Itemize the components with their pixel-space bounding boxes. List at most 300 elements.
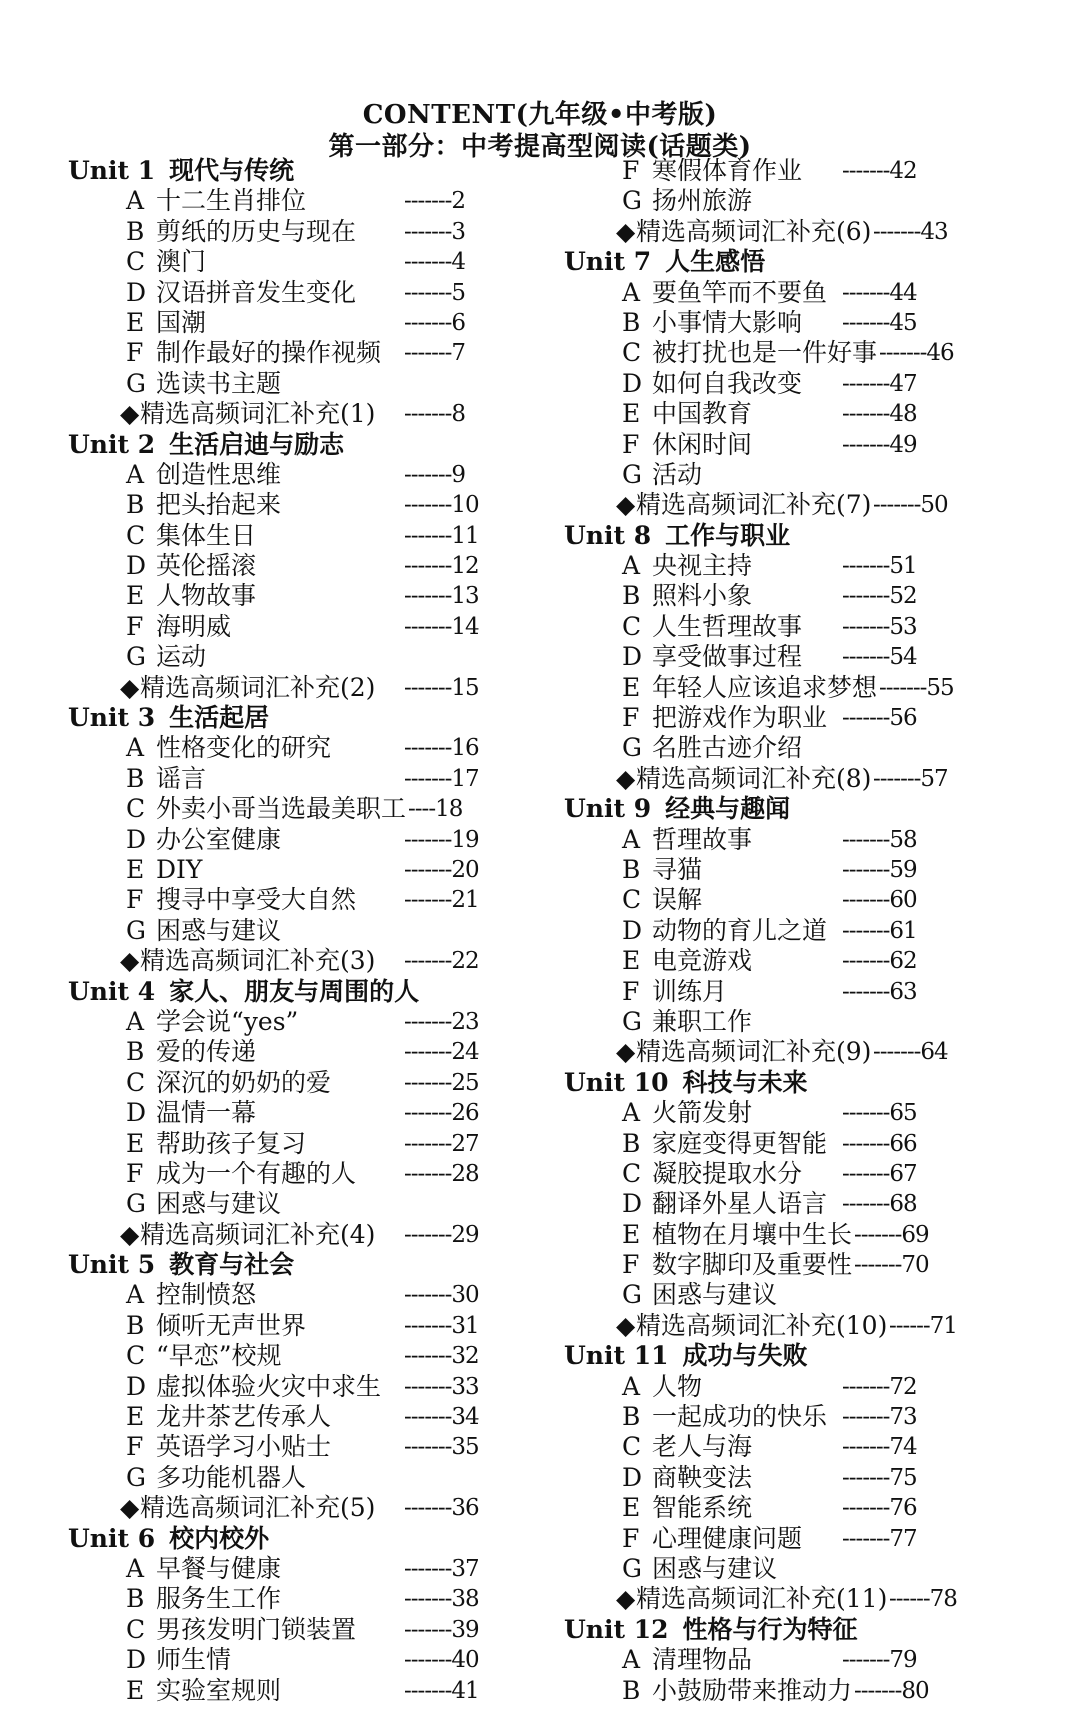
entry-page-number: -------44 [842,279,917,306]
entry-letter: G [126,642,146,672]
entry-title: 集体生日 [156,520,257,550]
toc-entry[interactable] [564,916,994,946]
entry-page-number: -------38 [404,1586,479,1613]
entry-title: 数字脚印及重要性 [652,1250,853,1280]
entry-page-number: -------68 [842,1191,917,1218]
vocab-entry[interactable] [68,399,508,429]
entry-page-number: -------62 [842,948,917,975]
diamond-bullet-icon: ◆ [616,763,636,793]
entry-page-number: -------45 [842,309,917,336]
entry-title: 谣言 [156,763,207,793]
entry-title: 小事情大影响 [652,307,803,337]
entry-page-number: -------4 [404,249,466,276]
vocab-entry[interactable] [564,764,994,794]
unit-label: Unit 12 [564,1614,669,1644]
entry-title: 智能系统 [652,1493,753,1523]
entry-letter: F [622,156,640,185]
toc-entry[interactable] [68,308,508,338]
entry-title: 多功能机器人 [156,1462,307,1492]
toc-entry[interactable] [68,1098,508,1128]
toc-entry[interactable] [68,1280,508,1310]
diamond-bullet-icon: ◆ [120,946,140,976]
entry-page-number: -------28 [404,1160,479,1187]
entry-title: 深沉的奶奶的爱 [156,1067,332,1097]
toc-entry[interactable] [564,338,994,368]
toc-entry[interactable] [564,885,994,915]
entry-letter: B [622,1675,641,1705]
entry-letter: A [126,186,145,216]
entry-letter: E [126,581,145,611]
entry-title: 商鞅变法 [652,1462,753,1492]
entry-title: 服务生工作 [156,1584,282,1614]
diamond-bullet-icon: ◆ [616,490,636,520]
entry-title: 清理物品 [652,1645,753,1675]
unit-title: 家人、朋友与周围的人 [169,976,420,1006]
entry-letter: C [126,1341,146,1371]
unit-heading [68,977,508,1007]
toc-entry[interactable] [68,369,508,399]
toc-entry[interactable] [68,642,508,672]
toc-entry[interactable] [564,612,994,642]
toc-entry[interactable] [564,1280,994,1310]
entry-page-number: -------73 [842,1404,917,1431]
entry-letter: D [126,1371,147,1401]
toc-entry[interactable] [564,1372,994,1402]
toc-entry[interactable] [564,733,994,763]
entry-title: 扬州旅游 [652,186,753,216]
entry-letter: E [126,1128,145,1158]
entry-title: 凝胶提取水分 [652,1158,803,1188]
entry-page-number: -------23 [404,1008,479,1035]
entry-page-number: ------71 [889,1312,957,1339]
entry-letter: B [622,307,641,337]
entry-letter: E [622,399,641,429]
entry-letter: G [126,368,146,398]
unit-title: 科技与未来 [682,1067,808,1097]
toc-entry[interactable] [564,308,994,338]
entry-page-number: -------39 [404,1616,479,1643]
entry-page-number: -------74 [842,1434,917,1461]
entry-letter: B [126,1310,145,1340]
entry-letter: A [622,1645,641,1675]
entry-title: 家庭变得更智能 [652,1128,828,1158]
entry-title: 哲理故事 [652,824,753,854]
toc-entry[interactable] [564,1220,994,1250]
entry-page-number: -------2 [404,188,466,215]
entry-page-number: -------59 [842,856,917,883]
toc-entry[interactable] [68,855,508,885]
toc-entry[interactable] [564,430,994,460]
toc-entry[interactable] [68,1645,508,1675]
entry-letter: A [622,277,641,307]
entry-letter: G [126,1189,146,1219]
entry-title: 小鼓励带来推动力 [652,1675,853,1705]
entry-page-number: -------17 [404,765,479,792]
entry-page-number: -------64 [873,1039,948,1066]
entry-letter: E [126,1402,145,1432]
entry-letter: A [126,1006,145,1036]
entry-letter: F [126,1158,144,1188]
toc-entry[interactable] [68,217,508,247]
right-column [564,156,994,1706]
entry-page-number: -------47 [842,370,917,397]
toc-entry[interactable] [68,1615,508,1645]
entry-title: 活动 [652,459,703,489]
toc-entry[interactable] [564,673,994,703]
toc-entry[interactable] [564,1493,994,1523]
entry-page-number: -------27 [404,1130,479,1157]
toc-entry[interactable] [564,1129,994,1159]
entry-letter: C [126,520,146,550]
entry-letter: C [126,1614,146,1644]
entry-letter: F [622,1250,640,1280]
entry-title: 实验室规则 [156,1675,282,1705]
entry-letter: D [126,1645,147,1675]
entry-page-number: -------54 [842,644,917,671]
toc-entry[interactable] [68,1007,508,1037]
entry-letter: D [126,1098,147,1128]
toc-entry[interactable] [68,794,508,824]
vocab-entry[interactable] [564,1584,994,1614]
entry-title: 精选高频词汇补充(10) [636,1310,888,1340]
entry-page-number: -------57 [873,765,948,792]
entry-page-number: -------29 [404,1221,479,1248]
entry-page-number: ----18 [408,796,463,823]
entry-title: 植物在月壤中生长 [652,1219,853,1249]
entry-page-number: -------25 [404,1069,479,1096]
entry-letter: G [622,733,642,763]
entry-title: 精选高频词汇补充(6) [636,216,872,246]
entry-title: 享受做事过程 [652,642,803,672]
toc-entry[interactable] [564,186,994,216]
toc-entry[interactable] [564,551,994,581]
toc-entry[interactable] [68,1341,508,1371]
toc-entry[interactable] [564,1554,994,1584]
entry-page-number: -------66 [842,1130,917,1157]
page-title: CONTENT(九年级•中考版) [362,100,718,130]
entry-title: 早餐与健康 [156,1553,282,1583]
entry-letter: B [622,1402,641,1432]
toc-entry[interactable] [564,156,994,186]
toc-entry[interactable] [564,1645,994,1675]
entry-title: 火箭发射 [652,1098,753,1128]
unit-title: 校内校外 [169,1523,270,1553]
entry-page-number: -------63 [842,978,917,1005]
toc-entry[interactable] [564,1250,994,1280]
vocab-entry[interactable] [564,1311,994,1341]
unit-title: 性格与行为特征 [682,1614,858,1644]
vocab-entry[interactable] [564,217,994,247]
entry-title: 师生情 [156,1645,232,1675]
toc-entry[interactable] [564,1159,994,1189]
toc-entry[interactable] [68,733,508,763]
entry-page-number: -------60 [842,887,917,914]
unit-label: Unit 1 [68,156,156,185]
entry-page-number: -------37 [404,1555,479,1582]
entry-page-number: -------20 [404,856,479,883]
vocab-entry[interactable] [68,946,508,976]
entry-title: 把游戏作为职业 [652,703,828,733]
entry-page-number: -------51 [842,553,917,580]
entry-letter: D [622,1189,643,1219]
entry-title: 心理健康问题 [652,1523,803,1553]
toc-entry[interactable] [68,551,508,581]
toc-entry[interactable] [564,1007,994,1037]
entry-page-number: -------8 [404,401,466,428]
entry-page-number: -------10 [404,492,479,519]
entry-title: 人物故事 [156,581,257,611]
entry-page-number: -------46 [879,340,954,367]
entry-letter: G [622,1553,642,1583]
entry-title: 创造性思维 [156,459,282,489]
entry-letter: A [126,733,145,763]
entry-title: 兼职工作 [652,1006,753,1036]
toc-entry[interactable] [68,1372,508,1402]
entry-letter: E [622,1493,641,1523]
entry-title: 精选高频词汇补充(2) [140,672,376,702]
toc-entry[interactable] [68,278,508,308]
entry-title: 搜寻中享受大自然 [156,885,357,915]
toc-entry[interactable] [564,1402,994,1432]
entry-letter: A [622,1098,641,1128]
toc-entry[interactable] [564,642,994,672]
entry-page-number: -------70 [854,1252,929,1279]
entry-page-number: -------6 [404,309,466,336]
entry-letter: C [622,885,642,915]
entry-letter: B [622,854,641,884]
entry-title: 制作最好的操作视频 [156,338,382,368]
entry-title: 寒假体育作业 [652,156,803,185]
unit-label: Unit 11 [564,1341,669,1371]
entry-letter: B [126,1584,145,1614]
entry-page-number: -------14 [404,613,479,640]
entry-page-number: -------61 [842,917,917,944]
toc-entry[interactable] [68,1584,508,1614]
entry-page-number: -------40 [404,1647,479,1674]
unit-title: 生活启迪与励志 [169,429,345,459]
entry-title: 年轻人应该追求梦想 [652,672,878,702]
toc-entry[interactable] [564,977,994,1007]
entry-letter: G [622,186,642,216]
toc-entry[interactable] [564,399,994,429]
toc-entry[interactable] [68,612,508,642]
entry-title: 电竞游戏 [652,946,753,976]
entry-page-number: -------79 [842,1647,917,1674]
entry-title: 控制愤怒 [156,1280,257,1310]
entry-title: 精选高频词汇补充(3) [140,946,376,976]
unit-title: 经典与趣闻 [665,794,791,824]
unit-heading [68,1524,508,1554]
toc-entry[interactable] [68,247,508,277]
unit-label: Unit 10 [564,1067,669,1097]
entry-letter: B [126,216,145,246]
unit-heading [564,1068,994,1098]
toc-entry[interactable] [564,825,994,855]
toc-entry[interactable] [68,1311,508,1341]
vocab-entry[interactable] [68,1493,508,1523]
entry-title: 男孩发明门锁装置 [156,1614,357,1644]
unit-heading [564,521,994,551]
entry-page-number: -------72 [842,1373,917,1400]
entry-page-number: -------55 [879,674,954,701]
entry-letter: C [622,338,642,368]
toc-entry[interactable] [564,369,994,399]
entry-page-number: -------30 [404,1282,479,1309]
entry-letter: G [126,915,146,945]
entry-page-number: -------58 [842,826,917,853]
entry-title: 英语学习小贴士 [156,1432,332,1462]
entry-page-number: -------21 [404,887,479,914]
unit-heading [68,430,508,460]
toc-entry[interactable] [68,521,508,551]
unit-title: 生活起居 [169,703,270,733]
entry-letter: D [622,1462,643,1492]
vocab-entry[interactable] [564,490,994,520]
entry-title: 精选高频词汇补充(7) [636,490,872,520]
entry-title: 精选高频词汇补充(9) [636,1037,872,1067]
entry-title: 龙井茶艺传承人 [156,1402,332,1432]
toc-entry[interactable] [68,1129,508,1159]
toc-entry[interactable] [68,490,508,520]
entry-title: 动物的育儿之道 [652,915,828,945]
toc-entry[interactable] [564,1432,994,1462]
toc-entry[interactable] [564,1524,994,1554]
toc-entry[interactable] [68,1554,508,1584]
entry-letter: D [126,824,147,854]
entry-title: 名胜古迹介绍 [652,733,803,763]
toc-entry[interactable] [564,703,994,733]
entry-page-number: -------15 [404,674,479,701]
entry-page-number: -------36 [404,1495,479,1522]
entry-letter: F [126,885,144,915]
toc-entry[interactable] [68,764,508,794]
entry-letter: D [622,642,643,672]
unit-label: Unit 7 [564,247,652,277]
entry-page-number: -------19 [404,826,479,853]
entry-title: 国潮 [156,307,207,337]
toc-entry[interactable] [68,1676,508,1706]
toc-entry[interactable] [68,1068,508,1098]
entry-page-number: -------43 [873,218,948,245]
toc-entry[interactable] [68,1463,508,1493]
entry-page-number: -------53 [842,613,917,640]
entry-letter: G [622,459,642,489]
entry-title: 澳门 [156,247,207,277]
entry-page-number: -------41 [404,1677,479,1704]
entry-title: 被打扰也是一件好事 [652,338,878,368]
entry-letter: E [622,946,641,976]
entry-letter: F [126,611,144,641]
entry-title: 把头抬起来 [156,490,282,520]
toc-entry[interactable] [68,1037,508,1067]
entry-page-number: -------48 [842,401,917,428]
entry-letter: E [126,854,145,884]
entry-page-number: -------12 [404,553,479,580]
vocab-entry[interactable] [564,1037,994,1067]
unit-heading [564,794,994,824]
diamond-bullet-icon: ◆ [120,1493,140,1523]
vocab-entry[interactable] [68,1220,508,1250]
entry-page-number: -------31 [404,1312,479,1339]
unit-title: 成功与失败 [682,1341,808,1371]
toc-entry[interactable] [68,1402,508,1432]
entry-page-number: -------13 [404,583,479,610]
toc-entry[interactable] [68,1189,508,1219]
toc-entry[interactable] [564,581,994,611]
entry-letter: F [126,1432,144,1462]
toc-entry[interactable] [564,278,994,308]
unit-title: 教育与社会 [169,1250,295,1280]
entry-letter: D [622,368,643,398]
toc-entry[interactable] [68,460,508,490]
toc-entry[interactable] [564,946,994,976]
entry-title: 照料小象 [652,581,753,611]
unit-heading [564,1615,994,1645]
entry-page-number: -------3 [404,218,466,245]
entry-title: 人物 [652,1371,703,1401]
toc-entry[interactable] [68,1432,508,1462]
unit-title: 工作与职业 [665,520,791,550]
unit-label: Unit 9 [564,794,652,824]
toc-entry[interactable] [68,825,508,855]
diamond-bullet-icon: ◆ [616,216,636,246]
entry-title: 精选高频词汇补充(8) [636,763,872,793]
toc-entry[interactable] [68,885,508,915]
toc-entry[interactable] [564,855,994,885]
toc-entry[interactable] [68,1159,508,1189]
entry-title: 倾听无声世界 [156,1310,307,1340]
toc-entry[interactable] [564,1189,994,1219]
unit-label: Unit 2 [68,429,156,459]
entry-title: 帮助孩子复习 [156,1128,307,1158]
entry-title: 人生哲理故事 [652,611,803,641]
toc-entry[interactable] [68,186,508,216]
toc-entry[interactable] [564,1098,994,1128]
entry-title: 困惑与建议 [652,1553,778,1583]
entry-title: 困惑与建议 [156,915,282,945]
entry-title: 虚拟体验火灾中求生 [156,1371,382,1401]
entry-letter: D [622,915,643,945]
toc-entry[interactable] [564,1676,994,1706]
entry-page-number: -------52 [842,583,917,610]
entry-page-number: -------76 [842,1495,917,1522]
unit-label: Unit 3 [68,703,156,733]
toc-entry[interactable] [68,916,508,946]
toc-entry[interactable] [564,1463,994,1493]
entry-letter: C [126,1067,146,1097]
page-subtitle: 第一部分：中考提高型阅读(话题类) [328,132,752,162]
entry-letter: B [126,490,145,520]
entry-page-number: -------33 [404,1373,479,1400]
entry-page-number: -------26 [404,1100,479,1127]
toc-entry[interactable] [68,581,508,611]
toc-entry[interactable] [68,338,508,368]
entry-letter: A [622,824,641,854]
vocab-entry[interactable] [68,673,508,703]
entry-title: DIY [156,854,203,884]
entry-letter: F [126,338,144,368]
entry-title: 误解 [652,885,703,915]
entry-page-number: -------42 [842,158,917,184]
unit-heading [564,1341,994,1371]
entry-letter: G [126,1462,146,1492]
toc-entry[interactable] [564,460,994,490]
unit-label: Unit 6 [68,1523,156,1553]
entry-page-number: -------24 [404,1039,479,1066]
diamond-bullet-icon: ◆ [120,672,140,702]
diamond-bullet-icon: ◆ [616,1037,636,1067]
entry-page-number: -------11 [404,522,479,549]
